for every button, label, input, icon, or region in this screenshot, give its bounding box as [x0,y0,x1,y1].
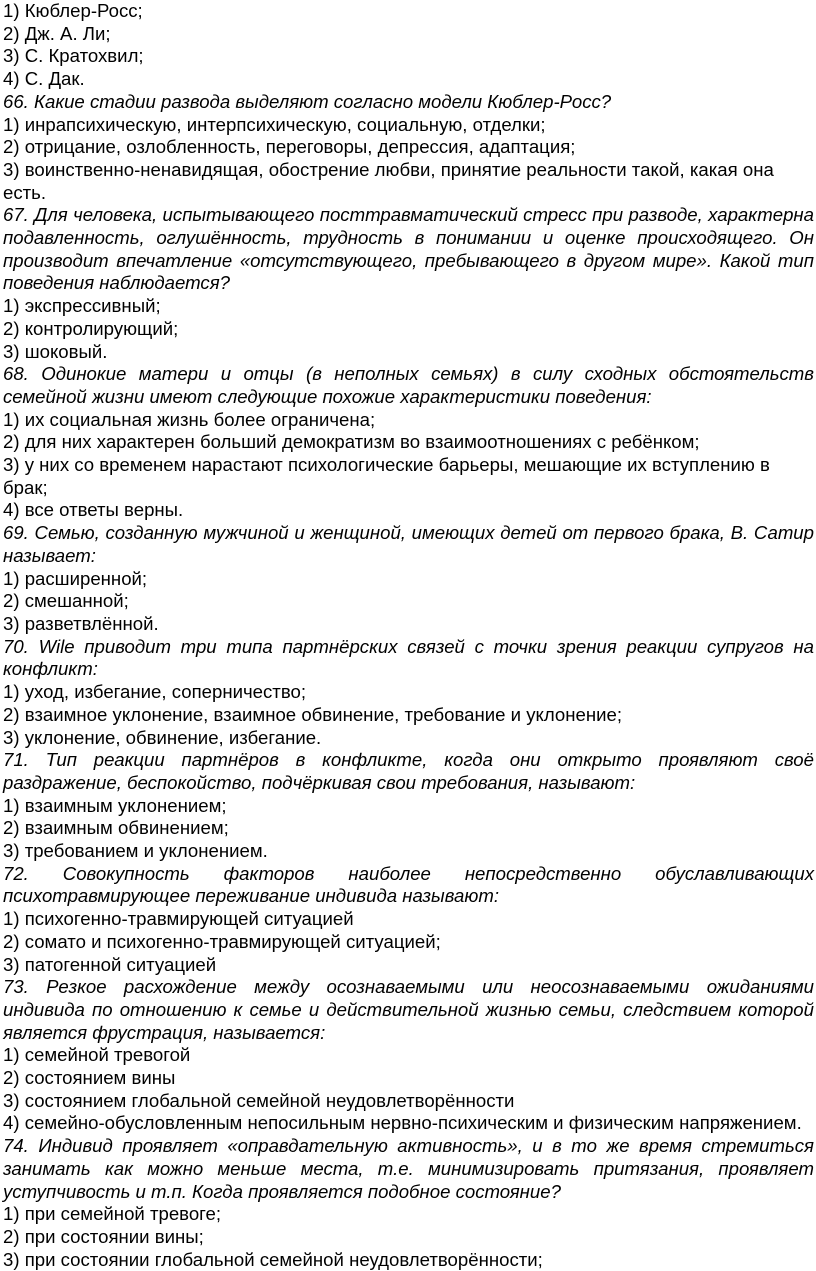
question-block-72 [3,863,814,977]
answer-option: 3) шоковый. [3,340,108,362]
answer-option: 4) семейно-обусловленным непосильным нервно-психическим и физическим напряжением. [3,1112,802,1134]
answer-option: 4) все ответы верны. [3,499,184,521]
answer-option: 2) отрицание, озлобленность, переговоры, депрессия, адаптация; [3,136,576,158]
question-text: 73. Резкое расхождение между осознаваемыми или неосознаваемыми ожиданиями индивида по отношению к семье и действительной жизнью семьи, следствием которой является фрустрация, называется: [3,976,814,1043]
question-block-66 [3,91,814,205]
answer-option: 2) смешанной; [3,590,129,612]
answer-option: 1) расширенной; [3,567,148,589]
answer-option: 3) воинственно-ненавидящая, обострение любви, принятие реальности такой, какая она есть. [3,158,774,203]
question-block-74 [3,1135,814,1271]
question-block-71 [3,749,814,863]
question-text: 74. Индивид проявляет «оправдательную активность», и в то же время стремиться занимать как можно меньше места, т.е. минимизировать притязания, проявляет уступчивость и т.п. Когда проявляется подобное состояние? [3,1135,814,1202]
answer-option: 1) экспрессивный; [3,295,161,317]
question-text: 70. Wile приводит три типа партнёрских связей с точки зрения реакции супругов на конфликт: [3,635,814,680]
answer-option: 1) их социальная жизнь более ограничена; [3,408,376,430]
question-text: 71. Тип реакции партнёров в конфликте, когда они открыто проявляют своё раздражение, беспокойство, подчёркивая свои требования, называют: [3,749,814,793]
question-block-73 [3,976,814,1135]
answer-option: 1) психогенно-травмирующей ситуацией [3,908,354,930]
answer-option: 2) при состоянии вины; [3,1225,204,1247]
answer-option: 2) состоянием вины [3,1067,176,1089]
answer-option: 1) семейной тревогой [3,1044,191,1066]
answer-option: 3) разветвлённой. [3,612,159,634]
answer-option: 3) патогенной ситуацией [3,953,217,975]
answer-option: 1) инрапсихическую, интерпсихическую, социальную, отделки; [3,113,546,135]
answer-option: 3) требованием и уклонением. [3,840,268,862]
answer-option: 3) состоянием глобальной семейной неудовлетворённости [3,1089,515,1111]
answer-option: 1) взаимным уклонением; [3,794,227,816]
question-text: 66. Какие стадии развода выделяют согласно модели Кюблер-Росс? [3,90,612,112]
previous-answers [3,0,814,91]
question-text: 68. Одинокие матери и отцы (в неполных семьях) в силу сходных обстоятельств семейной жизни имеют следующие похожие характеристики поведения: [3,363,814,407]
answer-option: 2) взаимным обвинением; [3,817,229,839]
answer-option: 3) при состоянии глобальной семейной неудовлетворённости; [3,1248,543,1270]
answer-option: 2) Дж. А. Ли; [3,22,111,44]
question-block-70 [3,636,814,750]
answer-option: 1) при семейной тревоге; [3,1203,222,1225]
answer-option: 4) С. Дак. [3,68,85,90]
answer-option: 1) уход, избегание, соперничество; [3,681,306,703]
answer-option: 2) сомато и психогенно-травмирующей ситуацией; [3,930,441,952]
question-block-69 [3,522,814,636]
question-text: 72. Совокупность факторов наиболее непосредственно обуславливающих психотравмирующее переживание индивида называют: [3,862,814,907]
answer-option: 3) у них со временем нарастают психологические барьеры, мешающие их вступлению в брак; [3,454,770,498]
question-text: 69. Семью, созданную мужчиной и женщиной, имеющих детей от первого брака, В. Сатир называет: [3,522,814,566]
answer-option: 3) уклонение, обвинение, избегание. [3,726,322,748]
answer-option: 3) С. Кратохвил; [3,45,144,67]
question-block-67 [3,204,814,363]
answer-option: 2) контролирующий; [3,317,179,339]
question-block-68 [3,363,814,522]
answer-option: 2) для них характерен больший демократизм во взаимоотношениях с ребёнком; [3,431,700,453]
question-text: 67. Для человека, испытывающего посттравматический стресс при разводе, характерна подавленность, оглушённость, трудность в понимании и оценке происходящего. Он производит впечатление «отсутствующего, пребывающего в другом мире». Какой тип поведения наблюдается? [3,204,814,294]
answer-option: 2) взаимное уклонение, взаимное обвинение, требование и уклонение; [3,703,623,725]
answer-option: 1) Кюблер-Росс; [3,0,143,21]
